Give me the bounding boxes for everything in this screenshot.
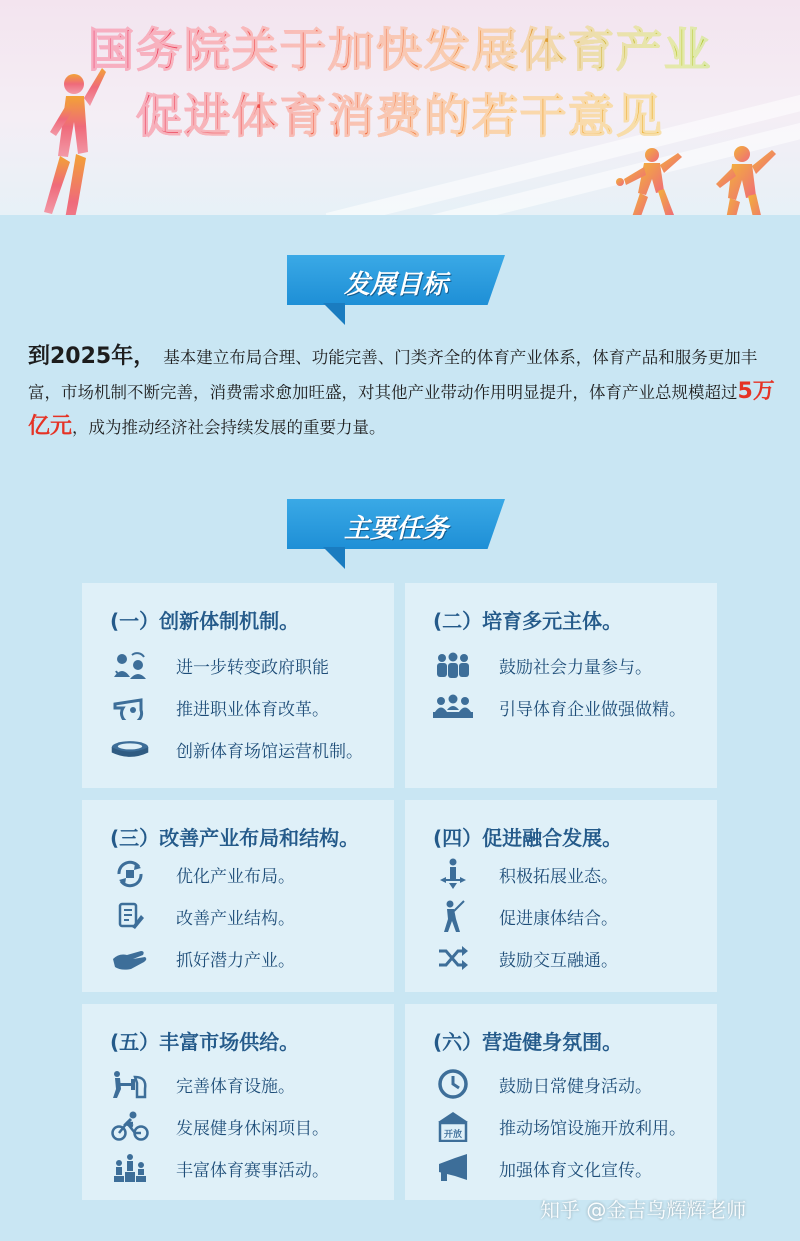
meeting-icon xyxy=(433,692,473,722)
task-item: 抓好潜力产业。 xyxy=(110,940,390,976)
tasks-section-title: 主要任务 xyxy=(343,514,448,544)
task-item: 改善产业结构。 xyxy=(110,898,390,934)
task-card-4 xyxy=(405,800,717,992)
task-item: 优化产业布局。 xyxy=(110,856,390,892)
athlete-silhouette-right xyxy=(612,145,692,215)
tasks-section-banner xyxy=(287,499,505,567)
task-card-5 xyxy=(82,1004,394,1200)
megaphone-icon xyxy=(433,1153,473,1183)
task-item: 发展健身休闲项目。 xyxy=(110,1108,390,1144)
task-item: 进一步转变政府职能 xyxy=(110,647,390,683)
goal-section-banner xyxy=(287,255,505,323)
stadium-icon xyxy=(110,734,150,764)
open-venue-icon-label: 开放 xyxy=(443,1130,463,1140)
task-item: 开放 推动场馆设施开放利用。 xyxy=(433,1108,713,1144)
task-item: 鼓励社会力量参与。 xyxy=(433,647,713,683)
goal-lead: 到2025年， xyxy=(28,344,156,369)
header-banner xyxy=(0,0,800,215)
task-item: 鼓励交互融通。 xyxy=(433,940,713,976)
goal-highlight-value: 5万亿元 xyxy=(28,379,775,439)
group-icon xyxy=(433,650,473,680)
task-card-title: (四）促进融合发展。 xyxy=(433,826,623,850)
watermark: 知乎 @金吉鸟辉辉老师 xyxy=(540,1198,747,1222)
task-item: 推进职业体育改革。 xyxy=(110,689,390,725)
task-item: 引导体育企业做强做精。 xyxy=(433,689,713,725)
task-item: 加强体育文化宣传。 xyxy=(433,1150,713,1186)
task-item: 丰富体育赛事活动。 xyxy=(110,1150,390,1186)
golfer-icon xyxy=(433,901,473,931)
podium-icon xyxy=(110,1153,150,1183)
task-item: 鼓励日常健身活动。 xyxy=(433,1066,713,1102)
document-edit-icon xyxy=(110,901,150,931)
goal-section-title: 发展目标 xyxy=(343,270,448,300)
page-title-line-2: 促进体育消费的若干意见 xyxy=(0,80,800,146)
open-venue-icon xyxy=(433,1111,473,1141)
task-card-title: (三）改善产业布局和结构。 xyxy=(110,826,360,850)
goal-paragraph xyxy=(28,340,778,445)
athlete-silhouette-far-right xyxy=(710,140,780,215)
fitness-equipment-icon xyxy=(110,1069,150,1099)
goal-text-1: 基本建立布局合理、功能完善、门类齐全的体育产业体系，体育产品和服务更加丰富，市场机制不断完善，消费需求愈加旺盛，对其他产业带动作用明显提升，体育产业总规模超过 xyxy=(28,348,758,402)
task-card-1 xyxy=(82,583,394,788)
clock-icon xyxy=(433,1069,473,1099)
whistle-icon xyxy=(110,692,150,722)
task-item: 完善体育设施。 xyxy=(110,1066,390,1102)
task-card-title: (六）营造健身氛围。 xyxy=(433,1030,623,1054)
task-card-title: (一）创新体制机制。 xyxy=(110,609,300,633)
cycle-arrows-icon xyxy=(110,859,150,889)
task-item: 促进康体结合。 xyxy=(433,898,713,934)
person-arrows-icon xyxy=(433,859,473,889)
task-card-2 xyxy=(405,583,717,788)
cyclist-icon xyxy=(110,1111,150,1141)
task-card-title: (二）培育多元主体。 xyxy=(433,609,623,633)
page-title-line-1: 国务院关于加快发展体育产业 xyxy=(0,14,800,80)
task-card-3 xyxy=(82,800,394,992)
task-item: 创新体育场馆运营机制。 xyxy=(110,731,390,767)
goal-text-2: ，成为推动经济社会持续发展的重要力量。 xyxy=(72,418,386,437)
people-exchange-icon xyxy=(110,650,150,680)
task-item: 积极拓展业态。 xyxy=(433,856,713,892)
shuffle-icon xyxy=(433,943,473,973)
task-card-6 xyxy=(405,1004,717,1200)
task-card-title: (五）丰富市场供给。 xyxy=(110,1030,300,1054)
hand-icon xyxy=(110,943,150,973)
